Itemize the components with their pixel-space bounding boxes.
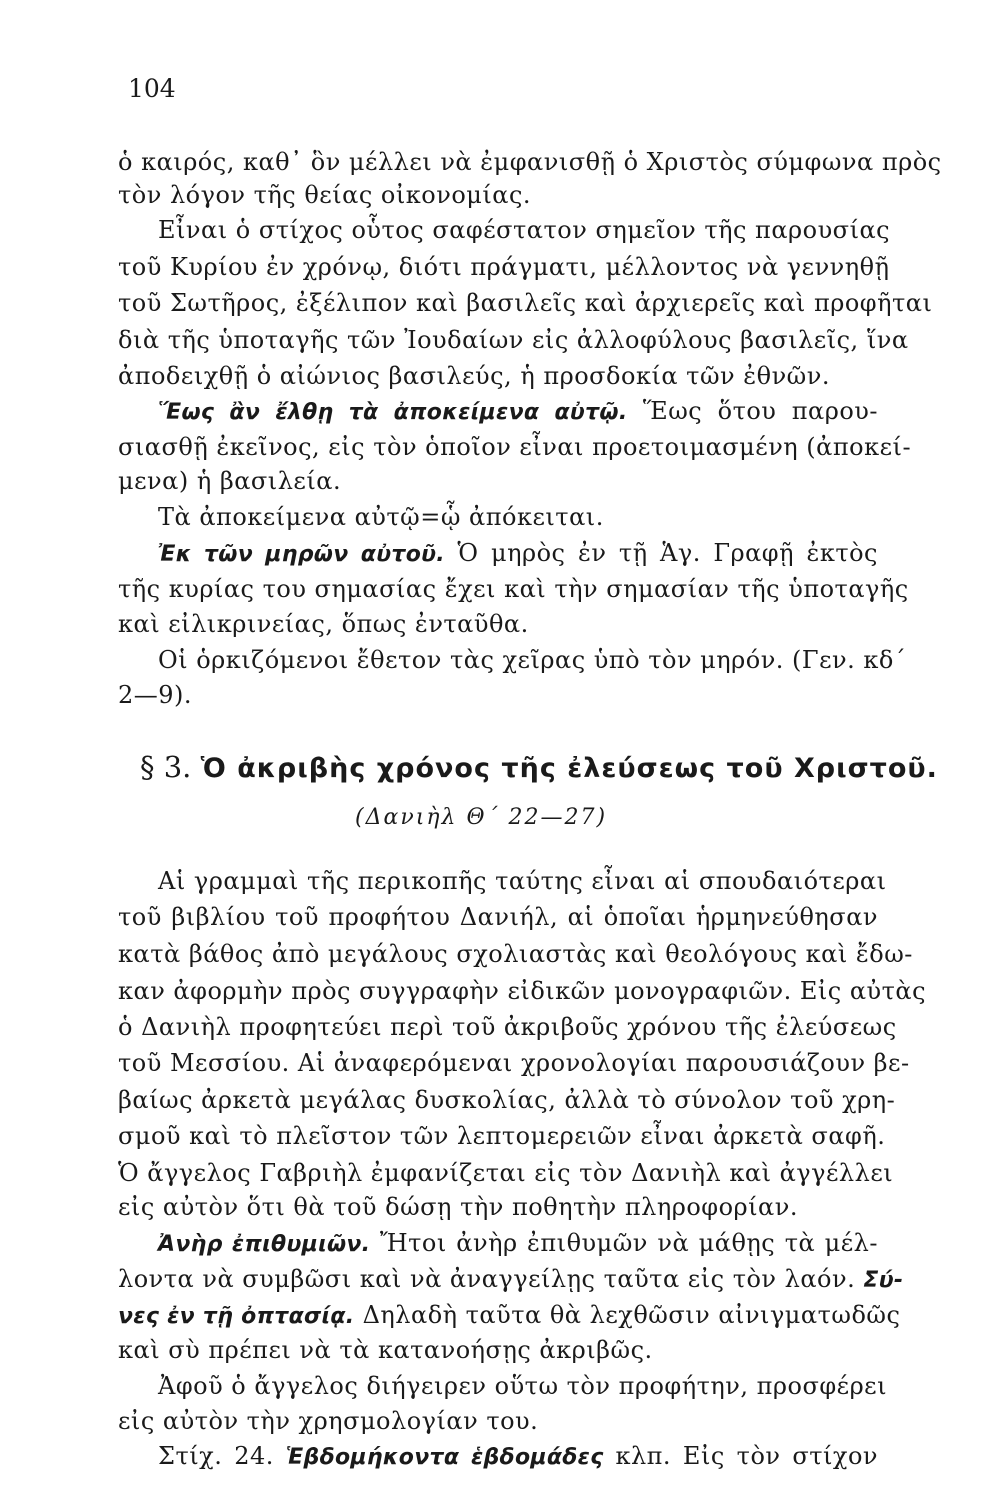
text-line <box>118 1300 901 1332</box>
text-run: Ἕως ὅτου παρου- <box>627 397 879 425</box>
text-run: κλπ. Εἰς τὸν στίχον <box>603 1442 879 1470</box>
text-line: Οἱ ὁρκιζόμενοι ἔθετον τὰς χεῖρας ὑπὸ τὸν μηρόν. (Γεν. κδ´ <box>158 646 907 674</box>
section-subtitle: (Δανιὴλ Θ´ 22—27) <box>355 805 608 830</box>
bold-phrase: Ἐκ τῶν μηρῶν αὐτοῦ. <box>158 542 445 567</box>
text-line <box>118 1264 904 1296</box>
text-line: κατὰ βάθος ἀπὸ μεγάλους σχολιαστὰς καὶ θεολόγους καὶ ἔδω- <box>118 940 913 968</box>
text-line: εἰς αὐτὸν ὅτι θὰ τοῦ δώσῃ τὴν ποθητὴν πληροφορίαν. <box>118 1193 798 1221</box>
text-line: Αἱ γραμμαὶ τῆς περικοπῆς ταύτης εἶναι αἱ σπουδαιότεραι <box>158 867 887 895</box>
page-number: 104 <box>128 74 176 103</box>
bold-phrase: Ἀνὴρ ἐπιθυμιῶν. <box>158 1232 371 1257</box>
text-line: μενα) ἡ βασιλεία. <box>118 467 342 495</box>
text-line: διὰ τῆς ὑποταγῆς τῶν Ἰουδαίων εἰς ἀλλοφύλους βασιλεῖς, ἵνα <box>118 326 909 354</box>
text-line: Ἀφοῦ ὁ ἄγγελος διήγειρεν οὕτω τὸν προφήτην, προσφέρει <box>158 1372 888 1400</box>
bold-phrase: Ἑβδομήκοντα ἑβδομάδες <box>285 1445 604 1470</box>
text-line <box>158 1441 878 1473</box>
text-line: ἀποδειχθῇ ὁ αἰώνιος βασιλεύς, ἡ προσδοκία τῶν ἐθνῶν. <box>118 362 830 390</box>
text-line: 2—9). <box>118 681 193 709</box>
text-line <box>158 396 878 428</box>
text-line: τοῦ Σωτῆρος, ἐξέλιπον καὶ βασιλεῖς καὶ ἀρχιερεῖς καὶ προφῆται <box>118 289 933 317</box>
text-line: Τὰ ἀποκείμενα αὐτῷ=ᾧ ἀπόκειται. <box>158 503 604 531</box>
text-line: τοῦ Κυρίου ἐν χρόνῳ, διότι πράγματι, μέλλοντος νὰ γεννηθῇ <box>118 253 890 281</box>
text-run: Ὁ μηρὸς ἐν τῇ Ἁγ. Γραφῇ ἐκτὸς <box>444 539 878 567</box>
text-run: Δηλαδὴ ταῦτα θὰ λεχθῶσιν αἰνιγματωδῶς <box>354 1301 901 1329</box>
section-number: § 3. <box>140 750 192 784</box>
text-line: καὶ εἰλικρινείας, ὅπως ἐνταῦθα. <box>118 610 529 638</box>
text-run: Στίχ. 24. <box>158 1442 286 1470</box>
text-run: Ἤτοι ἀνὴρ ἐπιθυμῶν νὰ μάθῃς τὰ μέλ- <box>370 1229 879 1257</box>
text-line: βαίως ἀρκετὰ μεγάλας δυσκολίας, ἀλλὰ τὸ σύνολον τοῦ χρη- <box>118 1086 896 1114</box>
text-line: καὶ σὺ πρέπει νὰ τὰ κατανοήσῃς ἀκριβῶς. <box>118 1336 653 1364</box>
text-line: τοῦ βιβλίου τοῦ προφήτου Δανιήλ, αἱ ὁποῖαι ἡρμηνεύθησαν <box>118 903 878 931</box>
text-line <box>158 1228 878 1260</box>
section-heading <box>140 750 938 784</box>
text-line: ὁ καιρός, καθ᾽ ὃν μέλλει νὰ ἐμφανισθῇ ὁ Χριστὸς σύμφωνα πρὸς <box>118 148 942 176</box>
text-line: καν ἀφορμὴν πρὸς συγγραφὴν εἰδικῶν μονογραφιῶν. Εἰς αὐτὰς <box>118 977 927 1005</box>
text-line: ὁ Δανιὴλ προφητεύει περὶ τοῦ ἀκριβοῦς χρόνου τῆς ἐλεύσεως <box>118 1013 897 1041</box>
text-line: σιασθῇ ἐκεῖνος, εἰς τὸν ὁποῖον εἶναι προετοιμασμένη (ἀποκεί- <box>118 433 912 461</box>
bold-phrase: νες ἐν τῇ ὀπτασίᾳ. <box>118 1304 355 1329</box>
text-line: Εἶναι ὁ στίχος οὗτος σαφέστατον σημεῖον τῆς παρουσίας <box>158 216 891 244</box>
bold-phrase: Σύ- <box>863 1268 904 1293</box>
text-line: τὸν λόγον τῆς θείας οἰκονομίας. <box>118 181 532 209</box>
text-line <box>158 538 878 570</box>
text-line: τοῦ Μεσσίου. Αἱ ἀναφερόμεναι χρονολογίαι παρουσιάζουν βε- <box>118 1049 910 1077</box>
text-run: λοντα νὰ συμβῶσι καὶ νὰ ἀναγγείλῃς ταῦτα εἰς τὸν λαόν. <box>118 1265 864 1293</box>
text-line: Ὁ ἄγγελος Γαβριὴλ ἐμφανίζεται εἰς τὸν Δανιὴλ καὶ ἀγγέλλει <box>118 1159 894 1187</box>
bold-phrase: Ἕως ἂν ἔλθῃ τὰ ἀποκείμενα αὐτῷ. <box>158 400 628 425</box>
text-line: σμοῦ καὶ τὸ πλεῖστον τῶν λεπτομερειῶν εἶναι ἀρκετὰ σαφῆ. <box>118 1122 886 1150</box>
text-line: τῆς κυρίας του σημασίας ἔχει καὶ τὴν σημασίαν τῆς ὑποταγῆς <box>118 575 909 603</box>
section-title: Ὁ ἀκριβὴς χρόνος τῆς ἐλεύσεως τοῦ Χριστοῦ. <box>200 753 938 784</box>
text-line: εἰς αὐτὸν τὴν χρησμολογίαν του. <box>118 1407 539 1435</box>
